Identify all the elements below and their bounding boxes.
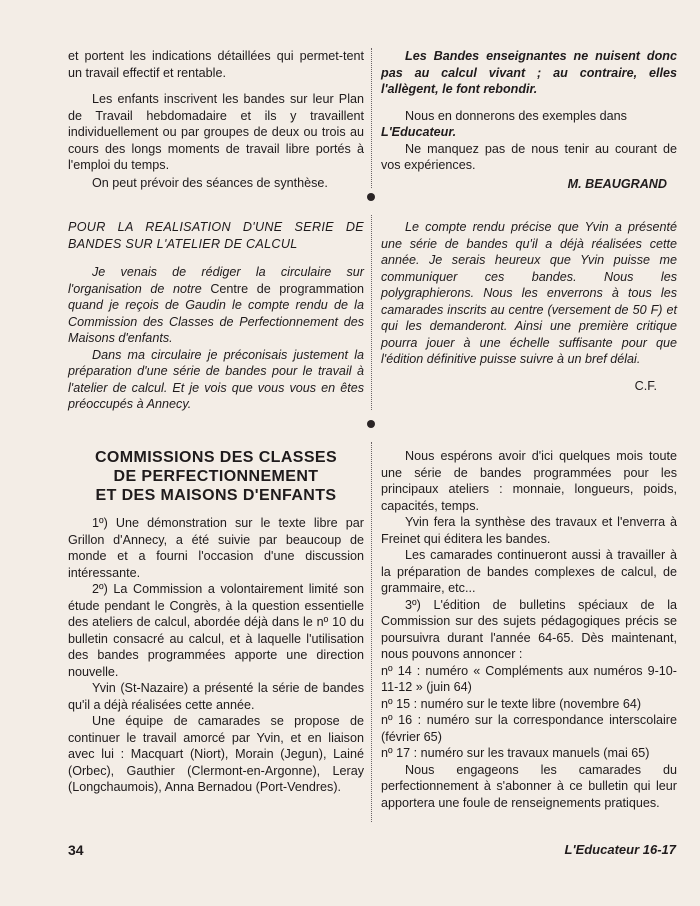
bottom-left-column [68, 448, 364, 796]
paragraph [68, 264, 364, 347]
paragraph: On peut prévoir des séances de synthèse. [92, 175, 328, 190]
emphasis-paragraph: Les Bandes enseignantes ne nuisent donc pas au calcul vivant ; au contraire, elles l'allègent, le font rebondir. [381, 49, 677, 96]
page-number: 34 [68, 842, 84, 858]
headline-line: ET DES MAISONS D'ENFANTS [95, 487, 337, 504]
paragraph: 1º) Une démonstration sur le texte libre par Grillon d'Annecy, a été suivie par beaucoup de monde et a fourni l'occasion d'une discussion intéressante. [68, 516, 364, 580]
paragraph: 2º) La Commission a volontairement limité son étude pendant le Congrès, à la question essentielle des ateliers de calcul, abordée déjà dans le nº 10 du bulletin consacré au calcul, et à laquelle l'utilisation des bandes programmées apporte une direction nouvelle. [68, 582, 364, 679]
list-item: nº 17 : numéro sur les travaux manuels (mai 65) [381, 746, 650, 760]
bottom-right-column [381, 448, 677, 811]
author-signature: M. BEAUGRAND [567, 176, 667, 191]
column-divider [371, 442, 373, 822]
publication-name: L'Educateur 16-17 [564, 842, 676, 857]
headline-line: COMMISSIONS DES CLASSES [94, 449, 338, 466]
list-item: nº 15 : numéro sur le texte libre (novembre 64) [381, 696, 642, 711]
paragraph: Nous engageons les camarades du perfectionnement à s'abonner à ce bulletin qui leur apportera une foule de renseignements pratiques. [381, 762, 677, 810]
section-title: POUR LA REALISATION D'UNE SERIE DE BANDES SUR L'ATELIER DE CALCUL [68, 220, 364, 251]
middle-left-column [68, 219, 364, 413]
paragraph: Les enfants inscrivent les bandes sur leur Plan de Travail hebdomadaire et ils y travaillent individuellement ou par groupes de deux ou trois au cours des longs moments de travail libre portés à l'emploi du temps. [68, 92, 364, 172]
paragraph: Le compte rendu précise que Yvin a présenté une série de bandes qu'il a déjà réalisées cette année. Je serais heureux que Yvin puisse me communiquer ces bandes. Nous les polygraphierons. Nous les enverrons à tous les camarades inscrits au centre (versement de 50 F) et qui les demanderont. Ainsi une première critique pourra jouer à une échelle suffisante pour que l'édition définitive puisse suivre à un bref délai. [381, 220, 677, 366]
text-run: Je venais de rédiger la circulaire sur l'organisation de notre [68, 265, 364, 296]
paragraph: Nous en donnerons des exemples dans [405, 108, 627, 123]
list-item: nº 14 : numéro « Compléments aux numéros 9-10-11-12 » (juin 64) [381, 663, 677, 694]
top-right-column [381, 48, 677, 192]
text-run-roman: Centre de programmation [210, 281, 364, 296]
paragraph: 3º) L'édition de bulletins spéciaux de la Commission sur des sujets pédagogiques précis se poursuivra durant l'année 64-65. Dès maintenant, nous pouvons annoncer : [381, 597, 677, 661]
source-reference: L'Educateur. [381, 125, 457, 139]
paragraph: Dans ma circulaire je préconisais justement la préparation d'une série de bandes pour le travail à l'atelier de calcul. Et je vois que vous vous en êtes préoccupés à Annecy. [68, 347, 364, 411]
article-headline [68, 448, 364, 505]
paragraph: et portent les indications détaillées qui permet-tent un travail effectif et rentable. [68, 49, 364, 80]
paragraph: Les camarades continueront aussi à travailler à la préparation de bandes complexes de calcul, de grammaire, etc... [381, 548, 677, 595]
headline-line: DE PERFECTIONNEMENT [113, 468, 319, 485]
middle-right-column [381, 219, 677, 394]
top-left-column [68, 48, 364, 191]
paragraph: Yvin fera la synthèse des travaux et l'enverra à Freinet qui éditera les bandes. [381, 515, 677, 546]
section-bullet [367, 193, 375, 201]
text-run: quand je reçois de Gaudin le compte rendu de la Commission des Classes de Perfectionnement des Maisons d'enfants. [68, 298, 364, 345]
paragraph: Ne manquez pas de nous tenir au courant de vos expériences. [381, 141, 677, 172]
column-divider [371, 215, 373, 410]
list-item: nº 16 : numéro sur la correspondance interscolaire (février 65) [381, 713, 677, 744]
paragraph: Une équipe de camarades se propose de continuer le travail amorcé par Yvin, et en liaison avec lui : Macquart (Niort), Morain (Jegun), Lainé (Orbec), Gauthier (Clermont-en-Argonne), Leray (Longchaumois), Anna Bernadou (Port-Vendres). [68, 714, 364, 794]
column-divider [371, 48, 373, 188]
paragraph: Nous espérons avoir d'ici quelques mois toute une série de bandes programmées pour les principaux ateliers : monnaie, longueurs, poids, capacités, temps. [381, 449, 677, 513]
paragraph: Yvin (St-Nazaire) a présenté la série de bandes qu'il a déjà réalisées cette année. [68, 681, 364, 712]
section-bullet [367, 420, 375, 428]
author-signature: C.F. [634, 378, 657, 393]
